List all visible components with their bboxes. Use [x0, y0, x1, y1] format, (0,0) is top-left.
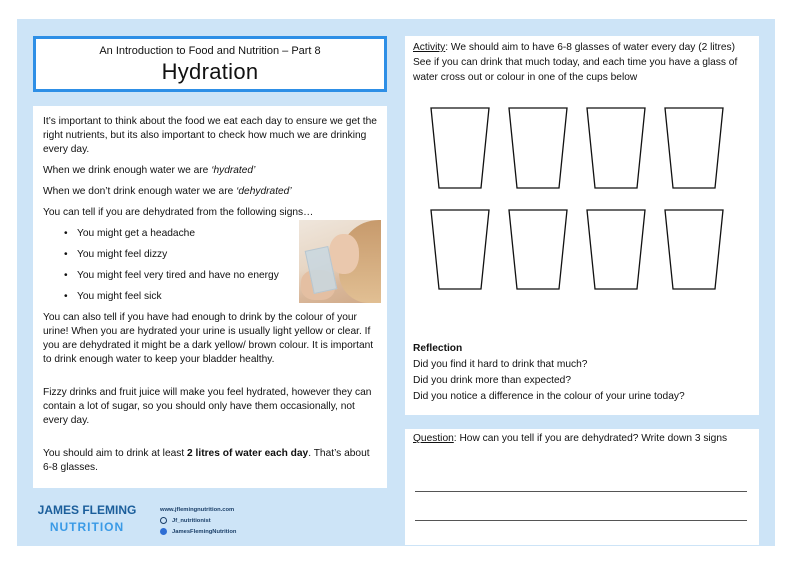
fizzy-paragraph: Fizzy drinks and fruit juice will make you feel hydrated, however they can contain a lot of sugar, so you should only have them occasionally, not every day. [43, 387, 372, 426]
signs-intro: You can tell if you are dehydrated from the following signs… [43, 207, 314, 218]
instagram-handle[interactable]: Jf_nutritionist [172, 517, 211, 524]
bullet-icon: • [64, 228, 68, 239]
bullet-icon: • [64, 249, 68, 260]
sign-text: You might get a headache [77, 228, 196, 239]
question-label: Question [413, 433, 454, 444]
dehydrated-line [43, 185, 377, 199]
cups-grid [429, 106, 729, 291]
facebook-row [160, 526, 236, 537]
reflection-question: Did you notice a difference in the colour of your urine today? [413, 391, 685, 402]
activity-instructions: : We should aim to have 6-8 glasses of water every day (2 litres) See if you can drink that much today, and each time you have a glass of water cross out or colour in one of the cups below [413, 42, 738, 83]
reflection-question: Did you find it hard to drink that much? [413, 359, 588, 370]
answer-line[interactable] [415, 491, 747, 492]
cup-2[interactable] [509, 108, 567, 188]
instagram-icon [160, 517, 167, 524]
footer-links [160, 504, 236, 537]
reflection-heading: Reflection [413, 343, 463, 354]
sign-text: You might feel very tired and have no energy [77, 270, 279, 281]
title-box [33, 36, 387, 92]
cups-svg [429, 106, 729, 291]
website-link[interactable]: www.jflemingnutrition.com [160, 506, 235, 513]
instagram-row [160, 515, 236, 526]
dehydrated-prefix: When we don’t drink enough water we are [43, 186, 237, 197]
page-subtitle: An Introduction to Food and Nutrition – Part 8 [99, 45, 321, 57]
sign-text: You might feel sick [77, 291, 162, 302]
cup-7[interactable] [587, 210, 645, 289]
reflection-section [413, 341, 685, 405]
hydrated-prefix: When we drink enough water we are [43, 165, 212, 176]
activity-label: Activity [413, 42, 446, 53]
question-panel [405, 429, 759, 545]
page-title: Hydration [161, 59, 259, 84]
brand-line-2: NUTRITION [49, 520, 125, 534]
facebook-icon [160, 528, 167, 535]
cup-8[interactable] [665, 210, 723, 289]
aim-paragraph [43, 447, 377, 475]
reflection-question: Did you drink more than expected? [413, 375, 571, 386]
activity-text [413, 40, 752, 85]
hydrated-word: ‘hydrated’ [211, 165, 256, 176]
urine-paragraph: You can also tell if you have had enough to drink by the colour of your urine! When you are hydrated your urine is usually light yellow or clear. If you are dehydrated it might be a dark yellow/ brown colour. It is important to drink enough water to keep your bladder healthy. [43, 312, 374, 365]
cup-3[interactable] [587, 108, 645, 188]
bullet-icon: • [64, 270, 68, 281]
question-prompt: : How can you tell if you are dehydrated? Write down 3 signs [453, 433, 728, 444]
answer-line[interactable] [415, 520, 747, 521]
brand-line-1: JAMES FLEMING [37, 503, 137, 517]
aim-bold: 2 litres of water each day [187, 448, 309, 459]
cup-6[interactable] [509, 210, 567, 289]
activity-panel [405, 36, 759, 415]
hydrated-line [43, 164, 377, 178]
facebook-handle[interactable]: JamesFlemingNutrition [172, 528, 237, 535]
cup-5[interactable] [431, 210, 489, 289]
bullet-icon: • [64, 291, 68, 302]
woman-drinking-photo [299, 220, 381, 303]
question-text [413, 433, 752, 444]
intro-paragraph: It’s important to think about the food we eat each day to ensure we get the right nutrients, but its also important to check how much we are drinking every day. [43, 116, 377, 155]
sign-text: You might feel dizzy [77, 249, 168, 260]
cup-4[interactable] [665, 108, 723, 188]
cup-1[interactable] [431, 108, 489, 188]
website-row [160, 504, 236, 515]
info-panel [33, 106, 387, 488]
dehydrated-word: ‘dehydrated’ [236, 186, 292, 197]
aim-suffix: . That’s about 6-8 glasses. [43, 448, 370, 473]
brand-logo [33, 502, 141, 536]
aim-prefix: You should aim to drink at least [43, 448, 188, 459]
